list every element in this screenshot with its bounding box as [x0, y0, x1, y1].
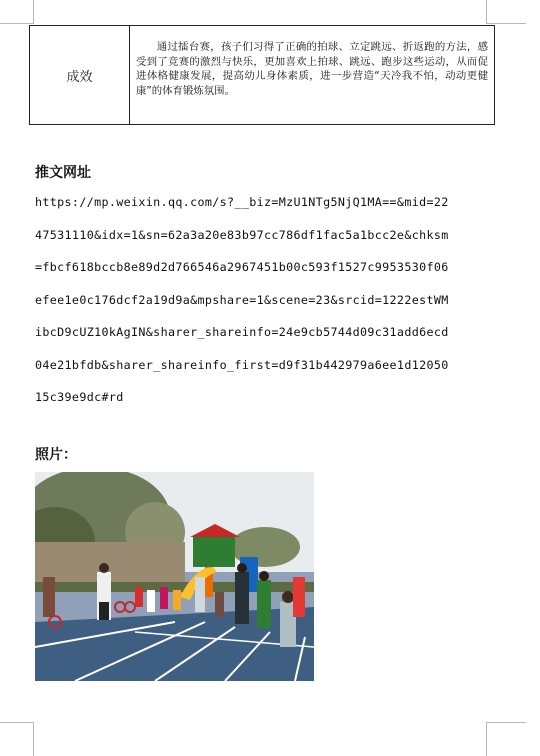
result-label: 成效: [30, 26, 130, 124]
crop-mark-top-left-h: [0, 23, 34, 24]
crop-mark-bottom-left: [33, 722, 34, 756]
tweet-url-heading: 推文网址: [35, 165, 91, 181]
crop-mark-top-right: [486, 0, 487, 24]
crop-mark-bottom-right: [486, 722, 487, 756]
tweet-url-text: [35, 193, 495, 421]
crop-mark-bottom-left-h: [0, 722, 34, 723]
url-line: 47531110&idx=1&sn=62a3a20e83b97cc786df1fac5a1bcc2e&chksm: [35, 227, 449, 242]
url-line: 04e21bfdb&sharer_shareinfo_first=d9f31b442979a6ee1d12050: [35, 357, 449, 372]
result-body-text: 通过擂台赛，孩子们习得了正确的拍球、立定跳远、折返跑的方法，感受到了竞赛的激烈与快乐，更加喜欢上拍球、跳远、跑步这些运动，从而促进体格健康发展，提高幼儿身体素质，进一步营造“天冷我不怕，动动更健康”的体育锻炼氛围。: [136, 41, 488, 97]
crop-mark-top-left: [24, 0, 34, 24]
url-line: 15c39e9dc#rd: [35, 390, 124, 404]
photo-heading: 照片：: [35, 447, 77, 463]
url-line: =fbcf618bccb8e89d2d766546a2967451b00c593f1527c9953530f06: [35, 260, 449, 274]
url-line: https://mp.weixin.qq.com/s?__biz=MzU1NTg5NjQ1MA==&mid=22: [35, 195, 449, 209]
crop-mark-bottom-right-h: [486, 722, 526, 723]
url-line: ibcD9cUZ10kAgIN&sharer_shareinfo=24e9cb5744d09c31add6ecd: [35, 325, 449, 339]
url-line: efee1e0c176dcf2a19d9a&mpshare=1&scene=23&srcid=1222estWM: [35, 292, 449, 307]
crop-mark-top-right-h: [486, 23, 526, 24]
result-table: [29, 25, 495, 125]
activity-photo: [35, 472, 314, 681]
